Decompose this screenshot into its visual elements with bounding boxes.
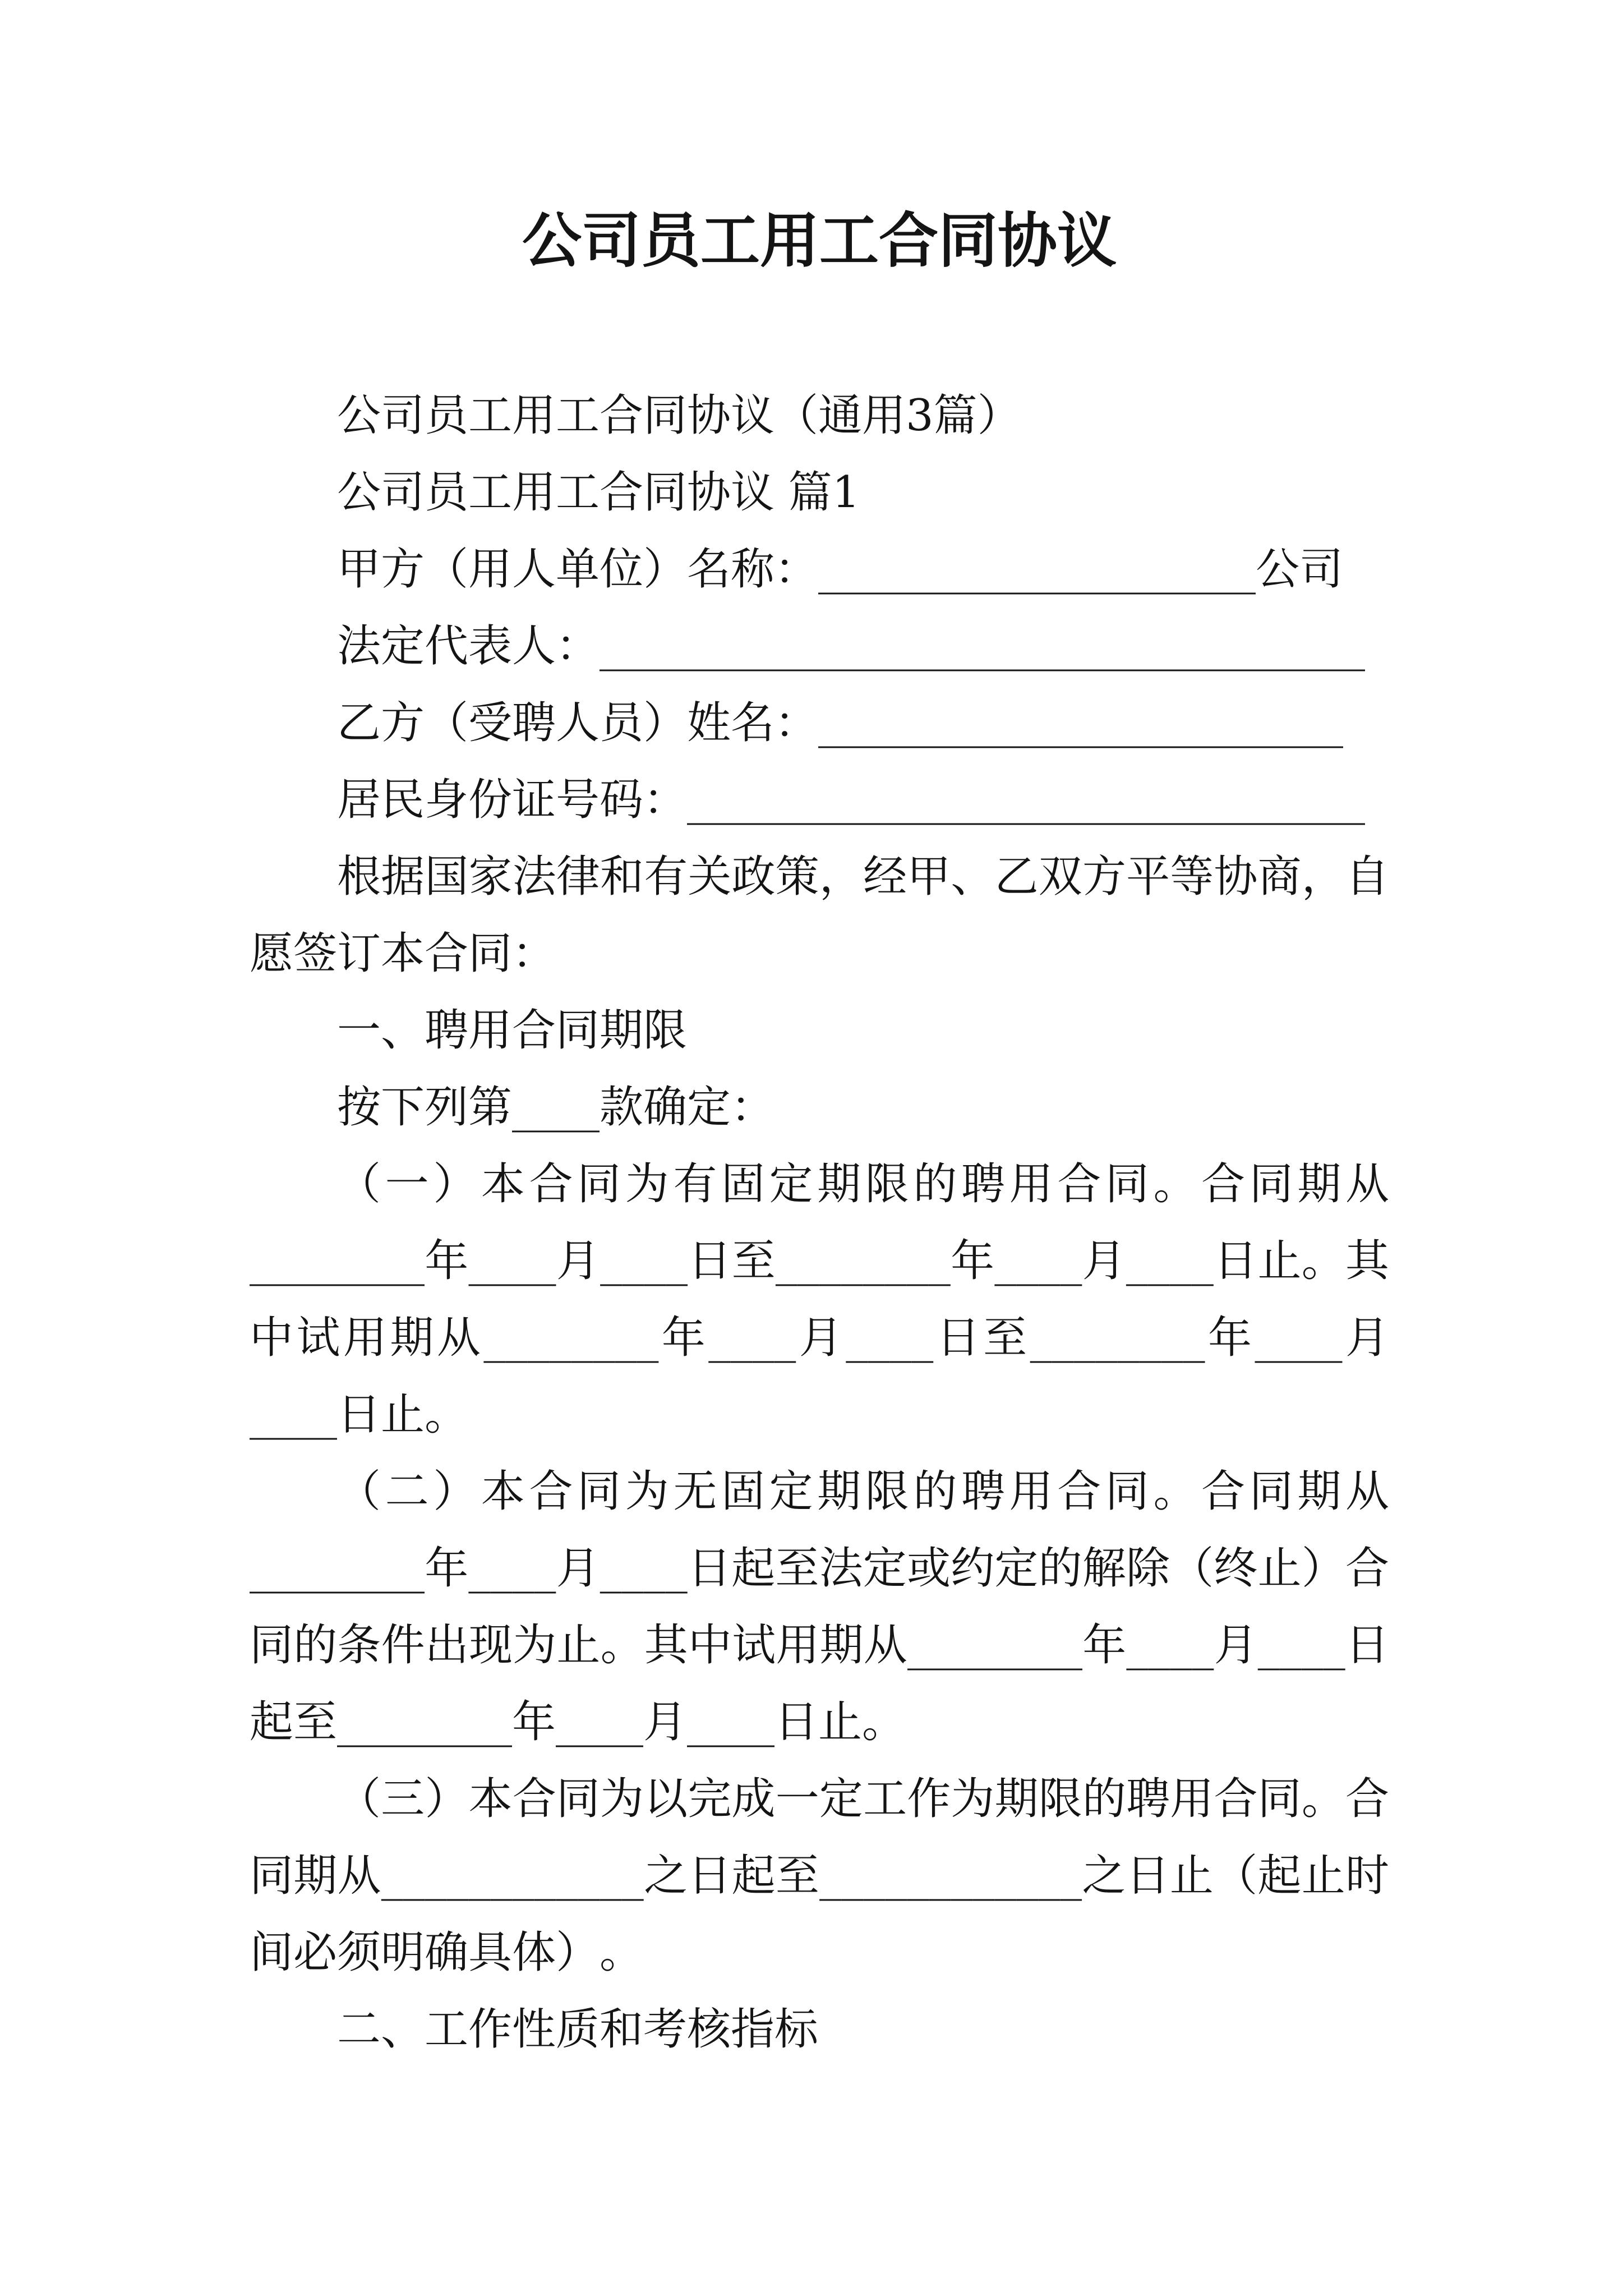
part-title: 公司员工用工合同协议 篇1: [337, 467, 860, 518]
section-2-heading: 二、工作性质和考核指标: [337, 2004, 819, 2055]
collection-title: 公司员工用工合同协议（通用3篇）: [337, 390, 1021, 441]
clause-fixed-term: （一）本合同为有固定期限的聘用合同。合同期从________年____月____日至________年____月____日止。其中试用期从________年____月____日至________年____月____日止。: [250, 1159, 1389, 1440]
party-a-name-field: 甲方（用人单位）名称：____________________公司: [337, 544, 1344, 595]
section-1-instruction: 按下列第____款确定：: [337, 1082, 775, 1133]
party-b-name-field: 乙方（受聘人员）姓名：________________________: [337, 698, 1344, 748]
document-body: [250, 378, 1389, 2068]
clause-open-term: （二）本合同为无固定期限的聘用合同。合同期从________年____月____日起至法定或约定的解除（终止）合同的条件出现为止。其中试用期从________年____月____日起至________年____月____日止。: [250, 1466, 1389, 1747]
clause-task-term: （三）本合同为以完成一定工作为期限的聘用合同。合同期从____________之日起至____________之日止（起止时间必须明确具体）。: [250, 1774, 1389, 1978]
section-1-heading: 一、聘用合同期限: [337, 1005, 688, 1056]
document-title: 公司员工用工合同协议: [522, 205, 1117, 275]
preamble-paragraph: 根据国家法律和有关政策，经甲、乙双方平等协商，自愿签订本合同：: [250, 852, 1389, 979]
id-number-field: 居民身份证号码：_______________________________: [337, 775, 1366, 825]
legal-representative-field: 法定代表人：___________________________________: [337, 621, 1366, 671]
